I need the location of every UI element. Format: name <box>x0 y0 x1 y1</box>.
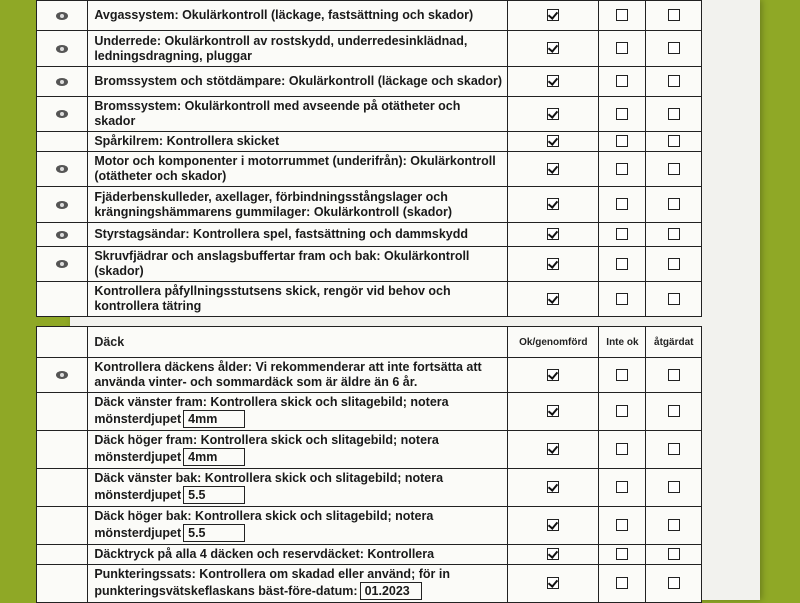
fixed-checkbox-cell <box>646 358 702 393</box>
checklist-row <box>37 393 702 431</box>
ok-checkbox-cell <box>508 97 599 132</box>
not-ok-checkbox[interactable] <box>616 293 628 305</box>
item-description: Skruvfjädrar och anslagsbuffertar fram och bak: Okulärkontroll (skador) <box>94 249 470 278</box>
fixed-checkbox[interactable] <box>668 108 680 120</box>
item-description-cell <box>88 565 508 603</box>
ok-checkbox-cell <box>508 545 599 565</box>
ok-checkbox-cell <box>508 152 599 187</box>
checklist-row <box>37 187 702 223</box>
not-ok-checkbox[interactable] <box>616 108 628 120</box>
not-ok-checkbox-cell <box>599 507 646 545</box>
not-ok-checkbox-cell <box>599 67 646 97</box>
fixed-checkbox[interactable] <box>668 481 680 493</box>
checklist-row <box>37 67 702 97</box>
not-ok-checkbox[interactable] <box>616 163 628 175</box>
ok-checkbox-cell <box>508 565 599 603</box>
ok-checkbox[interactable] <box>547 258 559 270</box>
ok-checkbox[interactable] <box>547 9 559 21</box>
fixed-checkbox-cell <box>646 393 702 431</box>
checklist-row <box>37 358 702 393</box>
inspection-table-tires <box>36 326 702 603</box>
not-ok-checkbox[interactable] <box>616 42 628 54</box>
item-description: Däck vänster bak: Kontrollera skick och slitagebild; notera mönsterdjupet <box>94 471 444 502</box>
eye-cell <box>37 431 88 469</box>
measurement-value-field[interactable]: 5.5 <box>183 524 245 542</box>
checklist-row <box>37 152 702 187</box>
ok-checkbox[interactable] <box>547 293 559 305</box>
item-description: Styrstagsändar: Kontrollera spel, fastsättning och dammskydd <box>94 227 469 241</box>
eye-cell <box>37 67 88 97</box>
fixed-checkbox[interactable] <box>668 293 680 305</box>
fixed-checkbox[interactable] <box>668 405 680 417</box>
item-description-cell <box>88 247 508 282</box>
fixed-checkbox-cell <box>646 187 702 223</box>
checklist-row <box>37 565 702 603</box>
fixed-checkbox[interactable] <box>668 258 680 270</box>
item-description: Underrede: Okulärkontroll av rostskydd, underredesinklädnad, ledningsdragning, pluggar <box>94 33 468 63</box>
not-ok-checkbox-cell <box>599 393 646 431</box>
ok-checkbox[interactable] <box>547 519 559 531</box>
not-ok-checkbox-cell <box>599 97 646 132</box>
ok-checkbox-cell <box>508 282 599 317</box>
item-description: Kontrollera påfyllningsstutsens skick, rengör vid behov och kontrollera tätring <box>94 284 451 313</box>
item-description: Punkteringssats: Kontrollera om skadad eller använd; för in punkteringsvätskeflaskans bäst-före-datum: <box>94 567 450 598</box>
item-description-cell <box>88 132 508 152</box>
ok-checkbox[interactable] <box>547 228 559 240</box>
not-ok-checkbox-cell <box>599 132 646 152</box>
fixed-checkbox[interactable] <box>668 519 680 531</box>
fixed-checkbox[interactable] <box>668 135 680 147</box>
fixed-checkbox-cell <box>646 507 702 545</box>
item-description-cell <box>88 97 508 132</box>
ok-checkbox-cell <box>508 132 599 152</box>
visual-inspection-eye-icon <box>56 12 68 20</box>
ok-checkbox-cell <box>508 507 599 545</box>
visual-inspection-eye-icon <box>56 371 68 379</box>
eye-cell <box>37 247 88 282</box>
header-ok: Ok/genomförd <box>508 327 599 358</box>
not-ok-checkbox[interactable] <box>616 443 628 455</box>
item-description: Däck vänster fram: Kontrollera skick och slitagebild; notera mönsterdjupet <box>94 395 449 426</box>
item-description-cell <box>88 31 508 67</box>
eye-cell <box>37 393 88 431</box>
item-description-cell <box>88 545 508 565</box>
ok-checkbox[interactable] <box>547 369 559 381</box>
eye-cell <box>37 31 88 67</box>
fixed-checkbox-cell <box>646 1 702 31</box>
fixed-checkbox[interactable] <box>668 42 680 54</box>
not-ok-checkbox-cell <box>599 223 646 247</box>
not-ok-checkbox[interactable] <box>616 75 628 87</box>
not-ok-checkbox[interactable] <box>616 198 628 210</box>
item-description-cell <box>88 187 508 223</box>
item-description: Motor och komponenter i motorrummet (underifrån): Okulärkontroll (otätheter och skador) <box>94 154 496 183</box>
ok-checkbox-cell <box>508 67 599 97</box>
eye-cell <box>37 223 88 247</box>
fixed-checkbox[interactable] <box>668 9 680 21</box>
fixed-checkbox-cell <box>646 67 702 97</box>
visual-inspection-eye-icon <box>56 260 68 268</box>
not-ok-checkbox-cell <box>599 187 646 223</box>
fixed-checkbox[interactable] <box>668 198 680 210</box>
ok-checkbox[interactable] <box>547 163 559 175</box>
item-description-cell <box>88 507 508 545</box>
section-title: Däck <box>88 327 508 358</box>
checklist-row <box>37 507 702 545</box>
ok-checkbox-cell <box>508 1 599 31</box>
checklist-row <box>37 1 702 31</box>
not-ok-checkbox-cell <box>599 565 646 603</box>
measurement-value-field[interactable]: 5.5 <box>183 486 245 504</box>
ok-checkbox-cell <box>508 393 599 431</box>
item-description: Däck höger bak: Kontrollera skick och slitagebild; notera mönsterdjupet <box>94 509 434 540</box>
item-description: Fjäderbenskulleder, axellager, förbindningsstångslager och krängningshämmarens gummilager: Okulärkontroll (skador) <box>94 189 453 219</box>
ok-checkbox-cell <box>508 469 599 507</box>
visual-inspection-eye-icon <box>56 231 68 239</box>
not-ok-checkbox[interactable] <box>616 519 628 531</box>
not-ok-checkbox[interactable] <box>616 135 628 147</box>
not-ok-checkbox-cell <box>599 152 646 187</box>
item-description: Spårkilrem: Kontrollera skicket <box>94 134 280 148</box>
eye-cell <box>37 152 88 187</box>
checklist-row <box>37 247 702 282</box>
ok-checkbox[interactable] <box>547 42 559 54</box>
ok-checkbox-cell <box>508 431 599 469</box>
eye-cell <box>37 132 88 152</box>
not-ok-checkbox[interactable] <box>616 405 628 417</box>
ok-checkbox-cell <box>508 187 599 223</box>
eye-cell <box>37 358 88 393</box>
ok-checkbox[interactable] <box>547 198 559 210</box>
not-ok-checkbox-cell <box>599 545 646 565</box>
fixed-checkbox-cell <box>646 31 702 67</box>
item-description-cell <box>88 469 508 507</box>
checklist-row <box>37 545 702 565</box>
visual-inspection-eye-icon <box>56 78 68 86</box>
not-ok-checkbox-cell <box>599 247 646 282</box>
fixed-checkbox-cell <box>646 132 702 152</box>
fixed-checkbox-cell <box>646 565 702 603</box>
eye-cell <box>37 97 88 132</box>
item-description: Däcktryck på alla 4 däcken och reservdäcket: Kontrollera <box>94 547 435 561</box>
not-ok-checkbox[interactable] <box>616 481 628 493</box>
item-description-cell <box>88 393 508 431</box>
fixed-checkbox-cell <box>646 97 702 132</box>
not-ok-checkbox[interactable] <box>616 228 628 240</box>
ok-checkbox[interactable] <box>547 443 559 455</box>
measurement-value-field[interactable]: 4mm <box>183 410 245 428</box>
fixed-checkbox-cell <box>646 247 702 282</box>
ok-checkbox[interactable] <box>547 108 559 120</box>
item-description: Avgassystem: Okulärkontroll (läckage, fastsättning och skador) <box>94 8 474 22</box>
ok-checkbox[interactable] <box>547 75 559 87</box>
checklist-row <box>37 132 702 152</box>
fixed-checkbox[interactable] <box>668 443 680 455</box>
not-ok-checkbox-cell <box>599 358 646 393</box>
not-ok-checkbox[interactable] <box>616 369 628 381</box>
item-description-cell <box>88 358 508 393</box>
eye-cell <box>37 282 88 317</box>
checklist-row <box>37 282 702 317</box>
fixed-checkbox[interactable] <box>668 548 680 560</box>
measurement-value-field[interactable]: 4mm <box>183 448 245 466</box>
ok-checkbox-cell <box>508 31 599 67</box>
not-ok-checkbox[interactable] <box>616 258 628 270</box>
eye-cell <box>37 565 88 603</box>
ok-checkbox-cell <box>508 358 599 393</box>
checklist-row <box>37 469 702 507</box>
item-description-cell <box>88 1 508 31</box>
item-description-cell <box>88 67 508 97</box>
checklist-row <box>37 431 702 469</box>
fixed-checkbox-cell <box>646 469 702 507</box>
item-description-cell <box>88 431 508 469</box>
item-description: Kontrollera däckens ålder: Vi rekommenderar att inte fortsätta att använda vinter- och sommardäck som är äldre än 6 år. <box>94 360 482 389</box>
eye-cell <box>37 507 88 545</box>
fixed-checkbox[interactable] <box>668 577 680 589</box>
fixed-checkbox[interactable] <box>668 228 680 240</box>
item-description-cell <box>88 152 508 187</box>
checklist-row <box>37 31 702 67</box>
header-atgardat: åtgärdat <box>646 327 702 358</box>
not-ok-checkbox[interactable] <box>616 9 628 21</box>
fixed-checkbox[interactable] <box>668 75 680 87</box>
visual-inspection-eye-icon <box>56 165 68 173</box>
item-description-cell <box>88 223 508 247</box>
not-ok-checkbox-cell <box>599 469 646 507</box>
item-description: Bromssystem och stötdämpare: Okulärkontroll (läckage och skador) <box>94 74 503 88</box>
inspection-table-underbody <box>36 0 702 317</box>
fixed-checkbox-cell <box>646 152 702 187</box>
measurement-value-field[interactable]: 01.2023 <box>360 582 422 600</box>
fixed-checkbox-cell <box>646 282 702 317</box>
not-ok-checkbox-cell <box>599 1 646 31</box>
item-description-cell <box>88 282 508 317</box>
eye-cell <box>37 187 88 223</box>
checklist-row <box>37 97 702 132</box>
ok-checkbox[interactable] <box>547 481 559 493</box>
eye-cell <box>37 1 88 31</box>
not-ok-checkbox-cell <box>599 282 646 317</box>
header-eye-col <box>37 327 88 358</box>
item-description: Bromssystem: Okulärkontroll med avseende på otätheter och skador <box>94 99 461 128</box>
not-ok-checkbox-cell <box>599 431 646 469</box>
fixed-checkbox-cell <box>646 223 702 247</box>
checklist-row <box>37 223 702 247</box>
ok-checkbox-cell <box>508 223 599 247</box>
ok-checkbox-cell <box>508 247 599 282</box>
not-ok-checkbox[interactable] <box>616 577 628 589</box>
not-ok-checkbox[interactable] <box>616 548 628 560</box>
ok-checkbox[interactable] <box>547 548 559 560</box>
ok-checkbox[interactable] <box>547 577 559 589</box>
eye-cell <box>37 469 88 507</box>
ok-checkbox[interactable] <box>547 405 559 417</box>
ok-checkbox[interactable] <box>547 135 559 147</box>
header-inte-ok: Inte ok <box>599 327 646 358</box>
fixed-checkbox-cell <box>646 431 702 469</box>
visual-inspection-eye-icon <box>56 110 68 118</box>
visual-inspection-eye-icon <box>56 45 68 53</box>
fixed-checkbox-cell <box>646 545 702 565</box>
fixed-checkbox[interactable] <box>668 369 680 381</box>
not-ok-checkbox-cell <box>599 31 646 67</box>
fixed-checkbox[interactable] <box>668 163 680 175</box>
eye-cell <box>37 545 88 565</box>
item-description: Däck höger fram: Kontrollera skick och slitagebild; notera mönsterdjupet <box>94 433 439 464</box>
visual-inspection-eye-icon <box>56 201 68 209</box>
